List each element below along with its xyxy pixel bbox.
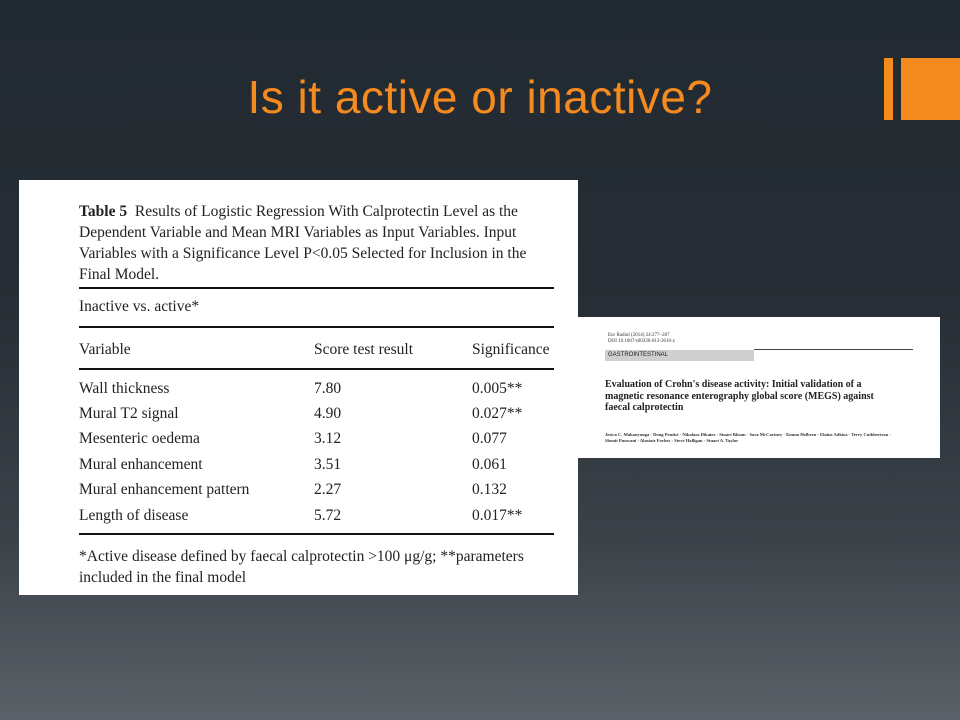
table-cell-score: 3.51 — [314, 456, 342, 473]
table-header-bottom-rule — [79, 368, 554, 370]
table-cell-variable: Mural enhancement — [79, 456, 203, 473]
table-cell-significance: 0.077 — [472, 430, 507, 447]
table-top-rule — [79, 287, 554, 289]
table-cell-variable: Mural T2 signal — [79, 405, 179, 422]
paper-header-image — [578, 317, 940, 458]
table-cell-significance: 0.005** — [472, 380, 523, 397]
paper-doi-line: DOI 10.1007/s00330-013-3010-z — [608, 339, 675, 344]
table-cell-significance: 0.132 — [472, 481, 507, 498]
table-cell-variable: Length of disease — [79, 507, 189, 524]
table-cell-significance: 0.027** — [472, 405, 523, 422]
slide-title: Is it active or inactive? — [247, 71, 713, 123]
table-caption-label: Table 5 — [79, 203, 128, 220]
table-cell-score: 4.90 — [314, 405, 342, 422]
table-cell-significance: 0.061 — [472, 456, 507, 473]
table-cell-score: 7.80 — [314, 380, 342, 397]
table-cell-significance: 0.017** — [472, 507, 523, 524]
paper-authors: Jesica C. Makanyanga · Doug Pendsé · Nikolaos Dikaios · Stuart Bloom · Sara McCartney · Emma Helbren · Elaine Adkins · Terry Cuthbertson · Shonit Punwani · Alastair Forbes · Steve Halligan · Stuart A. Taylor — [605, 432, 891, 443]
table-cell-score: 5.72 — [314, 507, 342, 524]
accent-bar-thick — [901, 58, 960, 120]
table-header-score: Score test result — [314, 341, 414, 358]
table-subheading: Inactive vs. active* — [79, 298, 200, 315]
table-cell-variable: Mural enhancement pattern — [79, 481, 250, 498]
table-header-top-rule — [79, 326, 554, 328]
table-footnote: *Active disease defined by faecal calprotectin >100 μg/g; **parameters included in the final model — [79, 548, 524, 586]
table-cell-score: 2.27 — [314, 481, 342, 498]
paper-title: Evaluation of Crohn's disease activity: Initial validation of a magnetic resonance enterography global score (MEGS) against faecal calprotectin — [605, 379, 874, 413]
table-image — [19, 180, 578, 595]
table-caption-text: Results of Logistic Regression With Calprotectin Level as the Dependent Variable and Mean MRI Variables as Input Variables. Input Variables with a Significance Level P<0.05 Selected for Inclusion in the Final Model. — [79, 203, 527, 283]
table-cell-variable: Mesenteric oedema — [79, 430, 200, 447]
paper-journal-line: Eur Radiol (2014) 24:277–287 — [608, 333, 670, 338]
table-header-significance: Significance — [472, 341, 550, 358]
table-bottom-rule — [79, 533, 554, 535]
table-header-variable: Variable — [79, 341, 131, 358]
paper-section-label: GASTROINTESTINAL — [605, 350, 754, 361]
table-cell-variable: Wall thickness — [79, 380, 170, 397]
paper-header-rule — [754, 349, 913, 350]
table-cell-score: 3.12 — [314, 430, 342, 447]
table-caption — [79, 201, 557, 285]
accent-bar-thin — [884, 58, 893, 120]
